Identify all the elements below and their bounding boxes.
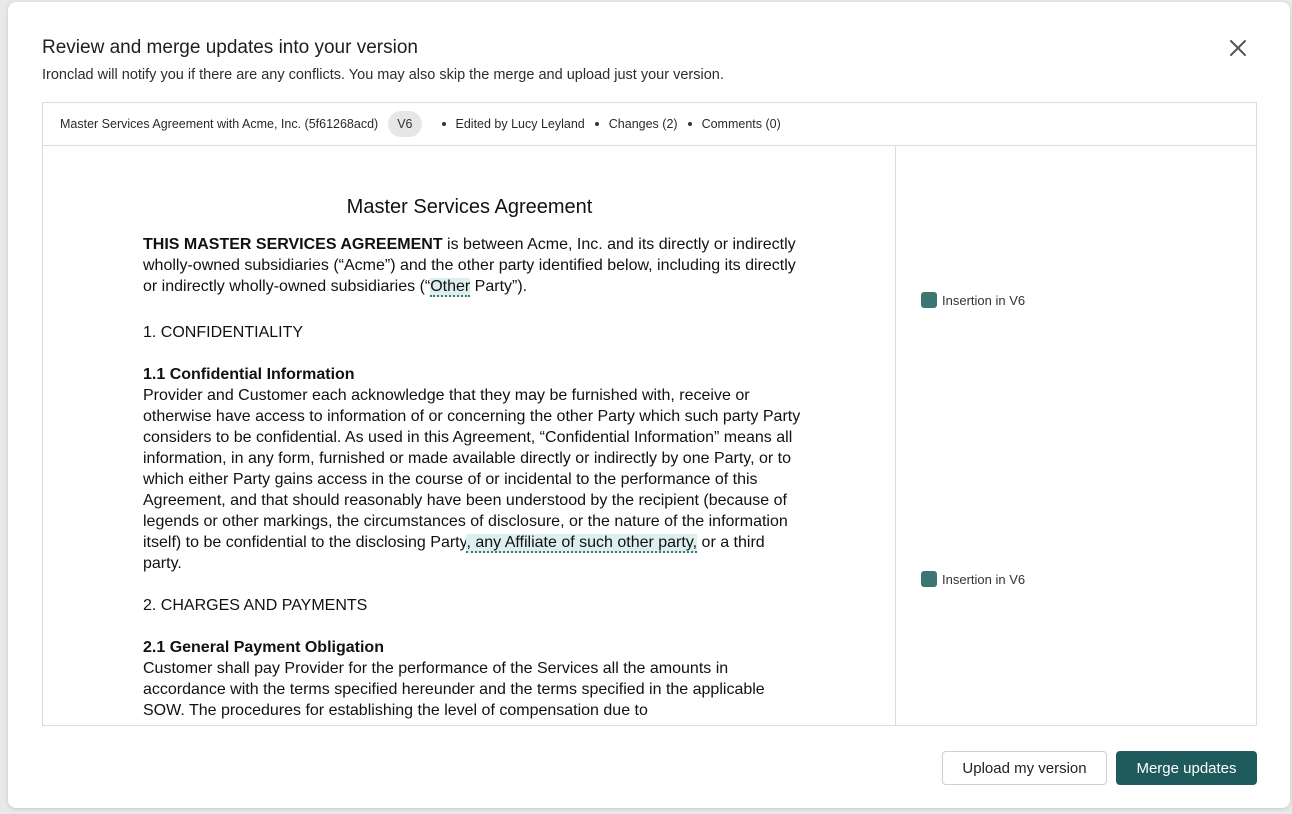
document-preview [42, 102, 1257, 726]
close-icon[interactable] [1227, 37, 1249, 59]
document-name: Master Services Agreement with Acme, Inc. (5f61268acd) [60, 117, 379, 131]
intro-text: is between Acme, Inc. and its directly or indirectly wholly-owned subsidiaries (“Acme”) and the other party identified below, including its directly or indirectly wholly-owned subsidiaries (“ [143, 236, 796, 295]
upload-my-version-button[interactable]: Upload my version [942, 751, 1107, 785]
separator-dot [595, 122, 599, 126]
intro-paragraph [143, 234, 803, 297]
change-marker-label: Insertion in V6 [942, 571, 1026, 587]
separator-dot [442, 122, 446, 126]
subsection-text [143, 385, 803, 574]
change-marker[interactable] [921, 571, 1025, 587]
document-meta-bar [43, 103, 1256, 146]
change-marker-label: Insertion in V6 [942, 292, 1026, 308]
subsection-1-1 [143, 364, 803, 574]
insertion-highlight[interactable]: Other [430, 278, 471, 295]
subsection-text: Customer shall pay Provider for the performance of the Services all the amounts in accordance with the terms specified hereunder and the terms specified in the applicable SOW. The procedures for establishing the level of compensation due to [143, 660, 765, 719]
document-body[interactable] [43, 146, 896, 726]
insertion-highlight[interactable]: , any Affiliate of such other party, [466, 534, 698, 551]
merge-updates-button[interactable]: Merge updates [1116, 751, 1257, 785]
comments-count[interactable]: Comments (0) [701, 117, 781, 131]
merge-dialog [8, 2, 1290, 808]
section-heading: 1. CONFIDENTIALITY [143, 324, 304, 341]
subsection-heading: 2.1 General Payment Obligation [143, 639, 384, 656]
intro-bold: THIS MASTER SERVICES AGREEMENT [143, 236, 443, 253]
separator-dot [688, 122, 692, 126]
change-marker[interactable] [921, 292, 1025, 308]
version-badge: V6 [388, 111, 421, 137]
changes-sidebar [897, 146, 1257, 726]
subsection-heading: 1.1 Confidential Information [143, 366, 355, 383]
clause-text-end: or a third party. [143, 534, 765, 572]
section-heading: 2. CHARGES AND PAYMENTS [143, 597, 368, 614]
subsection-2-1 [143, 637, 803, 721]
dialog-title: Review and merge updates into your version [42, 37, 418, 58]
insertion-icon [921, 571, 937, 587]
intro-text-end: Party”). [470, 278, 528, 295]
changes-count[interactable]: Changes (2) [608, 117, 678, 131]
edited-by: Edited by Lucy Leyland [455, 117, 585, 131]
clause-text: Provider and Customer each acknowledge that they may be furnished with, receive or otherwise have access to information of or concerning the other Party which such party Party considers to be confidential. As used in this Agreement, “Confidential Information” means all information, in any form, furnished or made available directly or indirectly by one Party, or to which either Party gains access in the course of or incidental to the performance of this Agreement, and that should reasonably have been understood by the recipient (because of legends or other markings, the circumstances of disclosure, or the nature of the information itself) to be confidential to the disclosing Party [143, 387, 801, 551]
insertion-icon [921, 292, 937, 308]
dialog-subtitle: Ironclad will notify you if there are any conflicts. You may also skip the merge and upload just your version. [42, 67, 724, 83]
document-title: Master Services Agreement [346, 196, 593, 218]
